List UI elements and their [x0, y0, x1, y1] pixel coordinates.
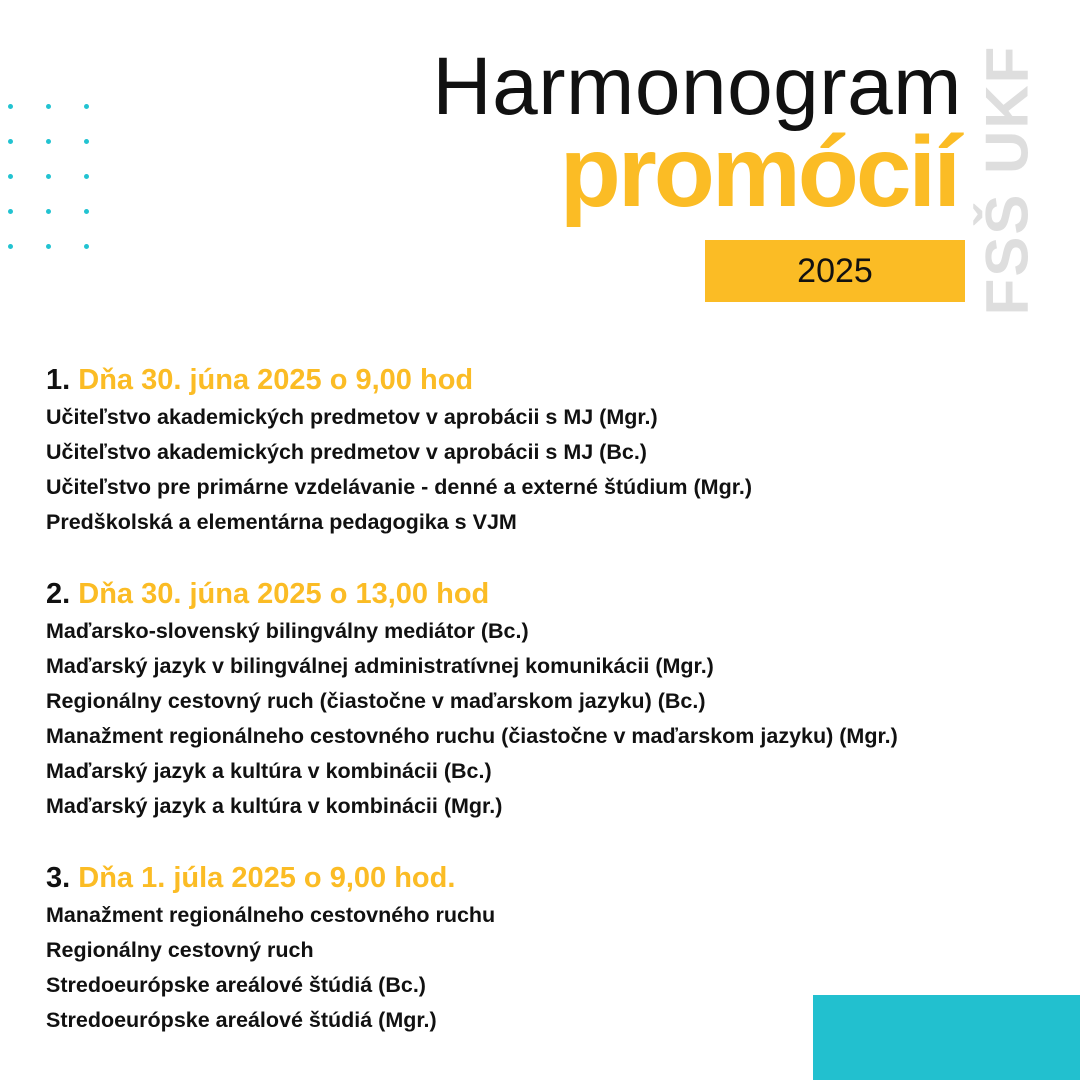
- faculty-vertical-label: FSŠ UKF: [973, 44, 1041, 316]
- section-date: Dňa 30. júna 2025 o 9,00 hod: [78, 364, 474, 396]
- dot: [8, 209, 13, 214]
- program-item: Regionálny cestovný ruch: [46, 938, 314, 962]
- page-subtitle: promócií: [559, 116, 958, 228]
- dot: [84, 174, 89, 179]
- section-heading: [46, 574, 1066, 614]
- program-item: Maďarský jazyk a kultúra v kombinácii (Bc.): [46, 759, 492, 783]
- program-item: Stredoeurópske areálové štúdiá (Mgr.): [46, 1008, 437, 1032]
- year-label: 2025: [797, 251, 873, 290]
- program-item: Predškolská a elementárna pedagogika s VJM: [46, 510, 517, 534]
- section-number: 3.: [46, 862, 71, 894]
- dot: [46, 104, 51, 109]
- year-badge: [705, 240, 965, 302]
- section-number: 2.: [46, 578, 71, 610]
- section-number: 1.: [46, 364, 71, 396]
- dot: [84, 139, 89, 144]
- program-item: Učiteľstvo pre primárne vzdelávanie - denné a externé štúdium (Mgr.): [46, 475, 753, 499]
- schedule-section-1: [46, 360, 1066, 540]
- dot: [84, 244, 89, 249]
- program-item: Regionálny cestovný ruch (čiastočne v maďarskom jazyku) (Bc.): [46, 689, 706, 713]
- program-item: Stredoeurópske areálové štúdiá (Bc.): [46, 973, 426, 997]
- section-date: Dňa 30. júna 2025 o 13,00 hod: [78, 578, 490, 610]
- decorative-dot-grid: [8, 104, 122, 279]
- program-item: Učiteľstvo akademických predmetov v aprobácii s MJ (Mgr.): [46, 405, 658, 429]
- dot: [8, 244, 13, 249]
- dot: [46, 174, 51, 179]
- program-item: Manažment regionálneho cestovného ruchu: [46, 903, 496, 927]
- page-title: Harmonogram: [432, 41, 962, 132]
- program-item: Učiteľstvo akademických predmetov v aprobácii s MJ (Bc.): [46, 440, 647, 464]
- dot: [84, 104, 89, 109]
- section-date: Dňa 1. júla 2025 o 9,00 hod.: [78, 862, 456, 894]
- section-heading: [46, 858, 1066, 898]
- dot: [8, 174, 13, 179]
- dot: [84, 209, 89, 214]
- decorative-cyan-block: [813, 995, 1080, 1080]
- dot: [8, 104, 13, 109]
- schedule-section-2: [46, 574, 1066, 824]
- program-item: Maďarský jazyk a kultúra v kombinácii (Mgr.): [46, 794, 503, 818]
- program-item: Manažment regionálneho cestovného ruchu (čiastočne v maďarskom jazyku) (Mgr.): [46, 724, 898, 748]
- dot: [8, 139, 13, 144]
- dot: [46, 244, 51, 249]
- schedule-list: [46, 360, 1066, 1072]
- program-item: Maďarsko-slovenský bilingválny mediátor (Bc.): [46, 619, 529, 643]
- dot: [46, 209, 51, 214]
- program-item: Maďarský jazyk v bilingválnej administratívnej komunikácii (Mgr.): [46, 654, 714, 678]
- section-heading: [46, 360, 1066, 400]
- dot: [46, 139, 51, 144]
